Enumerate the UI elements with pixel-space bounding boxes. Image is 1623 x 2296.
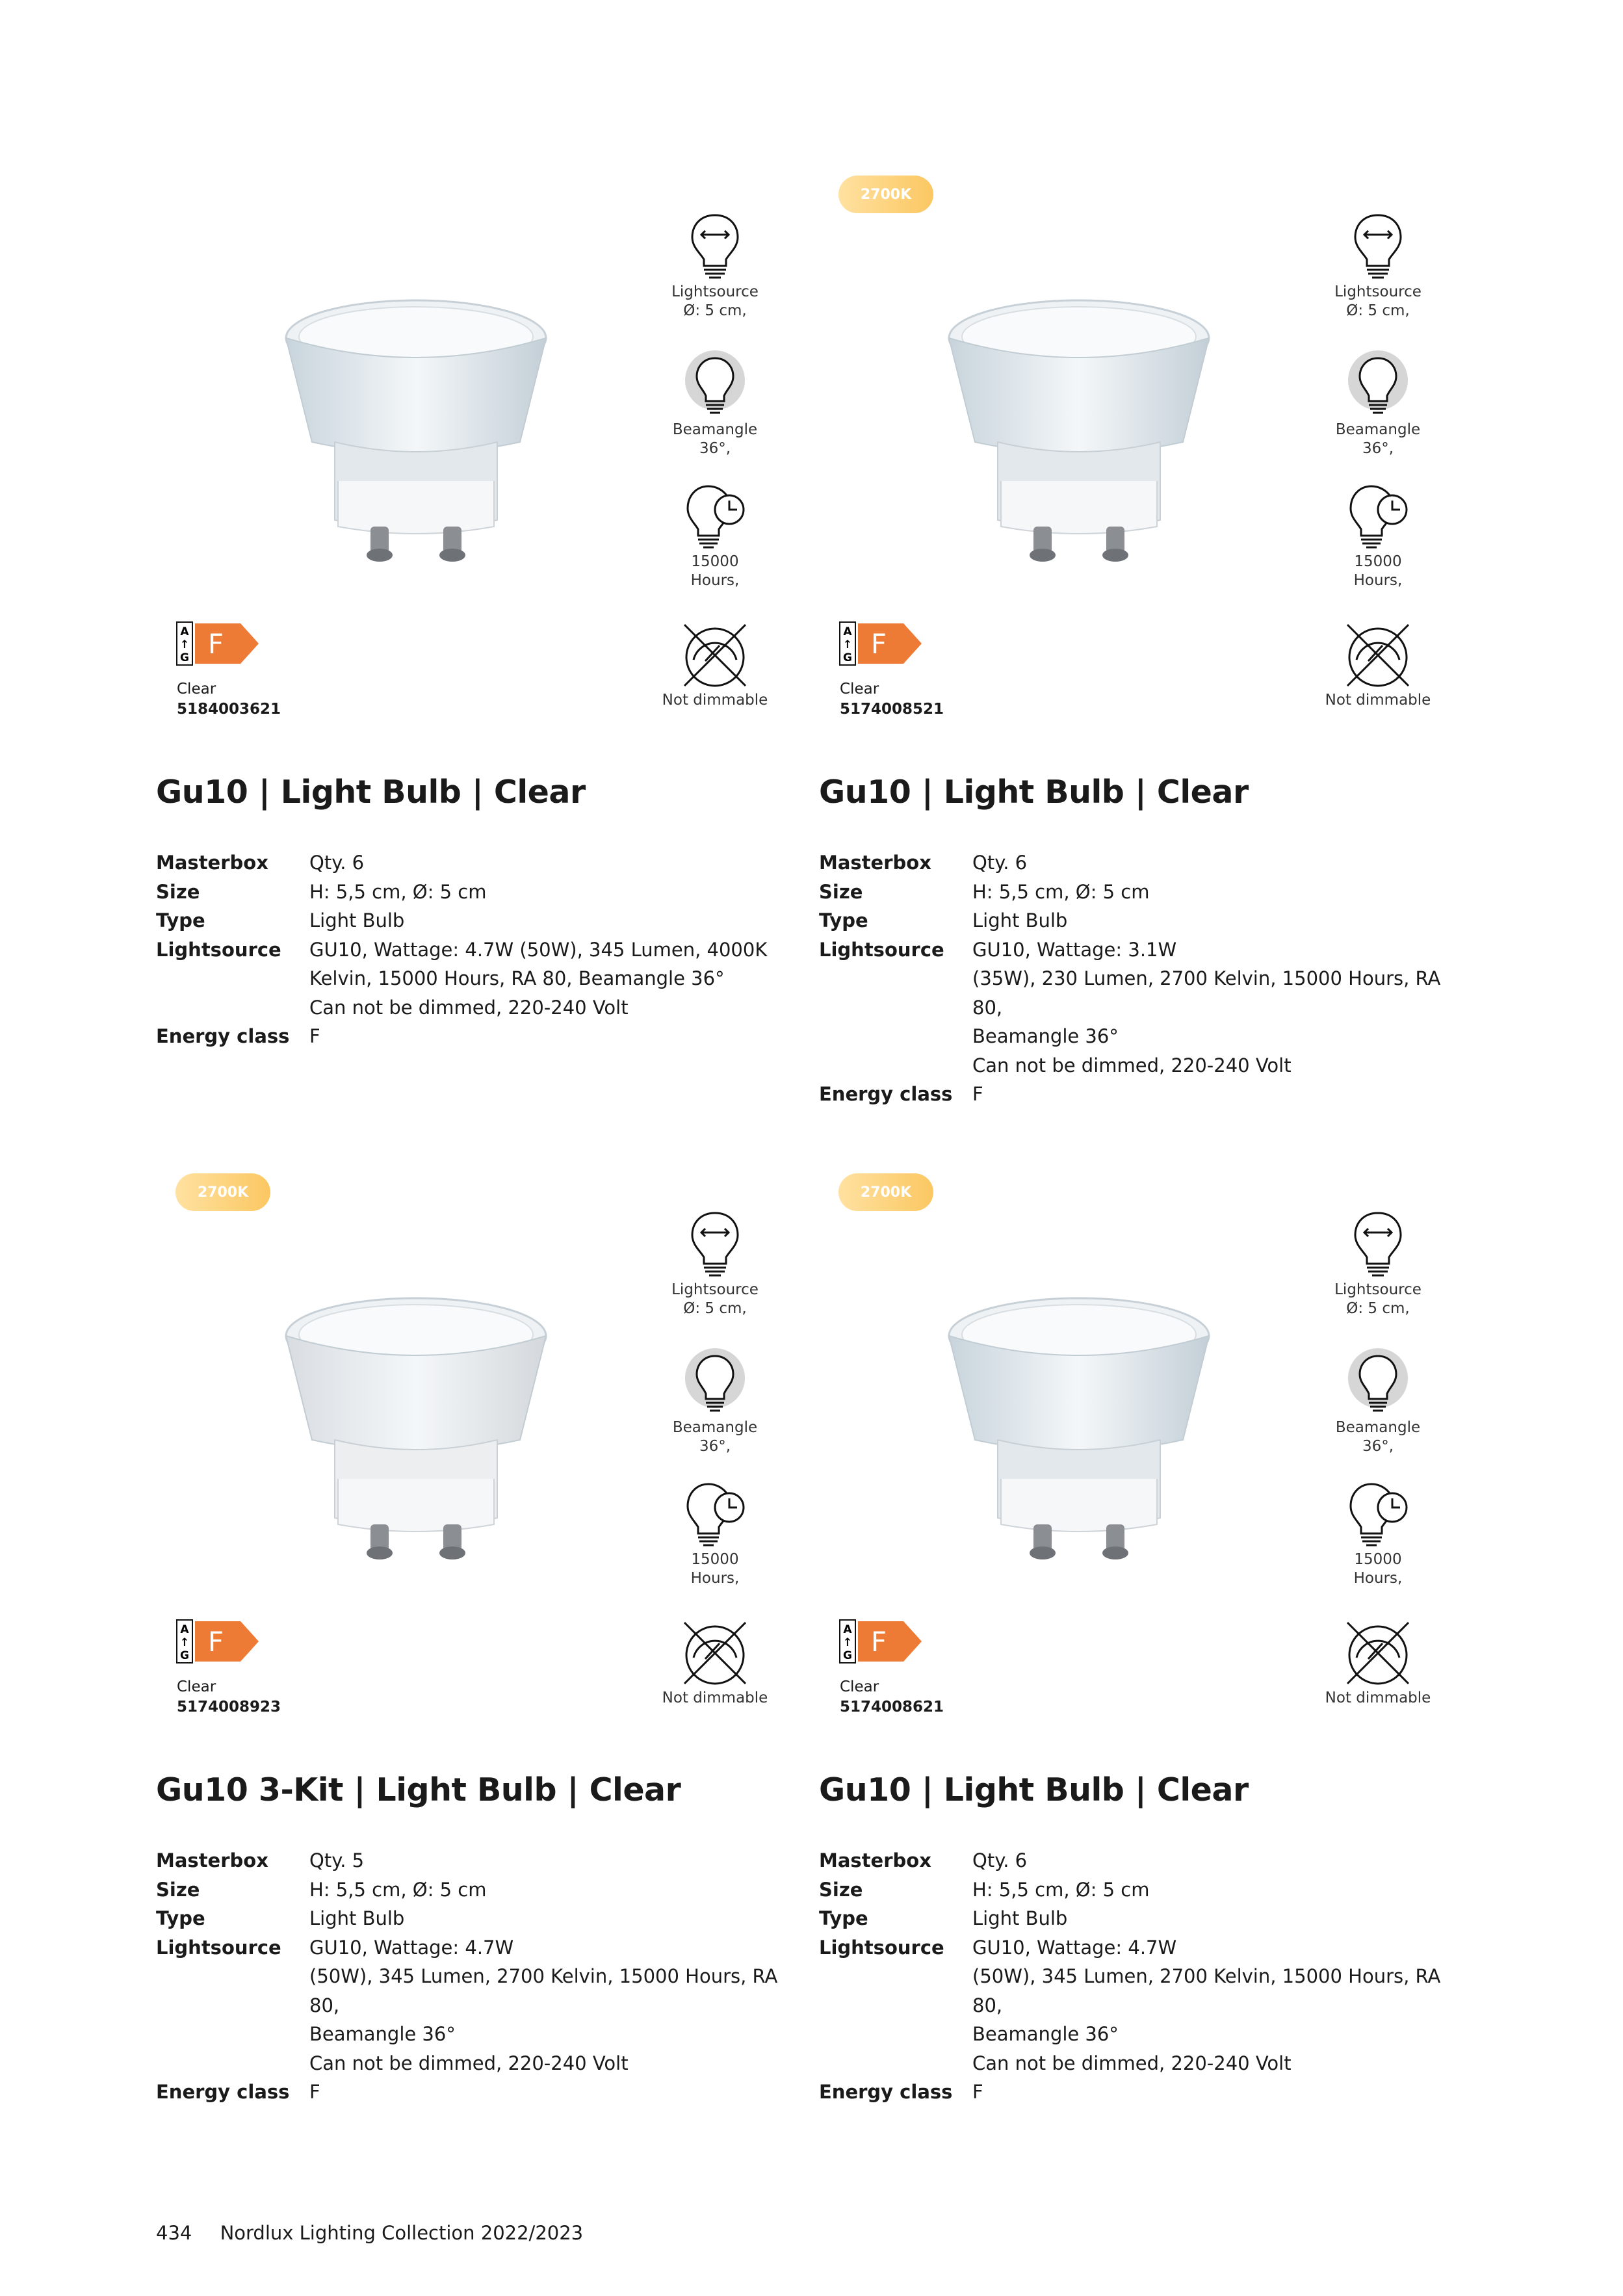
spec-key: Masterbox (156, 1849, 268, 1872)
spec-row (819, 1080, 1469, 1109)
energy-label-icon (175, 621, 260, 666)
dim-label: Not dimmable (662, 692, 768, 709)
spec-table (156, 1846, 806, 2107)
product-image (936, 1284, 1222, 1583)
not-dimmable-icon (1313, 1617, 1443, 1689)
spec-value: H: 5,5 cm, Ø: 5 cm (972, 1878, 1150, 1901)
product-image (273, 1284, 559, 1583)
svg-text:G: G (843, 1649, 852, 1662)
finish-label: Clear (177, 681, 216, 698)
spec-key: Energy class (156, 2081, 290, 2103)
svg-text:A: A (180, 1623, 189, 1636)
dim-label: Not dimmable (1325, 1689, 1431, 1706)
svg-text:G: G (843, 651, 852, 664)
lightsource-diameter-spec (650, 211, 780, 320)
spec-row (819, 1933, 1469, 2078)
spec-row (156, 1933, 806, 2078)
hours-label: 15000 Hours, (690, 553, 740, 589)
lifetime-spec (1313, 481, 1443, 590)
beam-label: Beamangle 36°, (1335, 1419, 1421, 1455)
dimmable-spec (650, 1617, 780, 1708)
spec-key: Lightsource (156, 1936, 281, 1959)
spec-row (819, 1846, 1469, 1875)
spec-row (156, 1875, 806, 1905)
spec-key: Size (819, 880, 863, 903)
spec-key: Masterbox (819, 1849, 931, 1872)
beamangle-spec (650, 349, 780, 458)
spec-value: H: 5,5 cm, Ø: 5 cm (309, 880, 487, 903)
spec-key: Type (819, 1907, 868, 1929)
color-temperature-badge: 2700K (838, 1173, 933, 1211)
spec-row (819, 848, 1469, 878)
energy-class-letter: F (207, 628, 224, 660)
energy-class-letter: F (207, 1626, 224, 1658)
beam-label: Beamangle 36°, (1335, 421, 1421, 457)
product-card (156, 1167, 819, 2103)
product-meta (177, 1677, 281, 1717)
svg-text:↑: ↑ (179, 638, 190, 651)
sku-number: 5174008521 (840, 701, 944, 718)
spec-value: GU10, Wattage: 3.1W (35W), 230 Lumen, 2700 Kelvin, 15000 Hours, RA 80, Beamangle 36° Can not be dimmed, 220-240 Volt (972, 938, 1441, 1076)
sku-number: 5184003621 (177, 701, 281, 718)
spec-row (819, 935, 1469, 1080)
diameter-label: Lightsource Ø: 5 cm, (1334, 283, 1422, 319)
spec-row (156, 935, 806, 1023)
lightsource-diameter-spec (1313, 1209, 1443, 1318)
finish-label: Clear (840, 1678, 879, 1695)
spec-row (819, 2078, 1469, 2107)
product-card (156, 169, 819, 1066)
lifetime-hours-icon (650, 1479, 780, 1550)
beamangle-spec (1313, 1347, 1443, 1456)
page-footer (156, 2222, 605, 2244)
spec-value: Qty. 6 (972, 1849, 1028, 1872)
svg-text:G: G (180, 651, 189, 664)
not-dimmable-icon (650, 620, 780, 691)
color-temperature-badge: 2700K (838, 176, 933, 213)
energy-class-letter: F (870, 628, 887, 660)
spec-key: Masterbox (819, 852, 931, 874)
spec-table (156, 848, 806, 1051)
energy-label-icon (175, 1619, 260, 1664)
spec-row (156, 848, 806, 878)
spec-row (156, 878, 806, 907)
spec-key: Energy class (156, 1025, 290, 1047)
spec-row (819, 906, 1469, 935)
dim-label: Not dimmable (662, 1689, 768, 1706)
svg-text:↑: ↑ (842, 638, 853, 651)
sku-number: 5174008923 (177, 1699, 281, 1715)
spec-value: F (972, 2081, 983, 2103)
spec-table (819, 1846, 1469, 2107)
spec-key: Size (819, 1878, 863, 1901)
beamangle-spec (650, 1347, 780, 1456)
spec-value: Light Bulb (309, 1907, 405, 1929)
lifetime-spec (650, 481, 780, 590)
spec-row (819, 1904, 1469, 1933)
spec-value: GU10, Wattage: 4.7W (50W), 345 Lumen, 4000K Kelvin, 15000 Hours, RA 80, Beamangle 36° Can not be dimmed, 220-240 Volt (309, 938, 768, 1019)
spec-key: Size (156, 1878, 200, 1901)
diameter-label: Lightsource Ø: 5 cm, (671, 1281, 759, 1317)
spec-value: Qty. 6 (309, 852, 365, 874)
product-title: Gu10 | Light Bulb | Clear (819, 774, 1249, 811)
spec-value: Light Bulb (972, 909, 1068, 932)
svg-text:↑: ↑ (179, 1636, 190, 1649)
product-card (819, 169, 1482, 1105)
product-image (273, 286, 559, 585)
svg-text:A: A (843, 1623, 852, 1636)
spec-key: Type (156, 909, 205, 932)
bulb-diameter-icon (1313, 1209, 1443, 1281)
spec-value: H: 5,5 cm, Ø: 5 cm (309, 1878, 487, 1901)
hours-label: 15000 Hours, (690, 1551, 740, 1587)
spec-value: Light Bulb (972, 1907, 1068, 1929)
beam-angle-icon (1313, 349, 1443, 421)
energy-label-icon (838, 1619, 923, 1664)
spec-row (156, 1846, 806, 1875)
not-dimmable-icon (650, 1617, 780, 1689)
spec-value: Light Bulb (309, 909, 405, 932)
product-meta (840, 1677, 944, 1717)
finish-label: Clear (840, 681, 879, 698)
color-temperature-badge: 2700K (175, 1173, 270, 1211)
lifetime-spec (1313, 1479, 1443, 1588)
spec-row (819, 878, 1469, 907)
finish-label: Clear (177, 1678, 216, 1695)
beam-angle-icon (650, 349, 780, 421)
lifetime-hours-icon (650, 481, 780, 553)
spec-row (156, 2078, 806, 2107)
product-meta (177, 679, 281, 720)
svg-text:A: A (843, 625, 852, 638)
spec-row (156, 1022, 806, 1051)
diameter-label: Lightsource Ø: 5 cm, (671, 283, 759, 319)
not-dimmable-icon (1313, 620, 1443, 691)
lightsource-diameter-spec (650, 1209, 780, 1318)
spec-value: Qty. 5 (309, 1849, 365, 1872)
spec-table (819, 848, 1469, 1109)
bulb-diameter-icon (650, 1209, 780, 1281)
spec-row (156, 906, 806, 935)
hours-label: 15000 Hours, (1353, 553, 1403, 589)
spec-value: F (309, 2081, 320, 2103)
page-number: 434 (156, 2222, 192, 2244)
spec-key: Type (156, 1907, 205, 1929)
spec-row (156, 1904, 806, 1933)
spec-key: Masterbox (156, 852, 268, 874)
spec-value: Qty. 6 (972, 852, 1028, 874)
bulb-diameter-icon (1313, 211, 1443, 283)
spec-value: H: 5,5 cm, Ø: 5 cm (972, 880, 1150, 903)
product-title: Gu10 3-Kit | Light Bulb | Clear (156, 1771, 681, 1808)
dimmable-spec (1313, 1617, 1443, 1708)
beam-label: Beamangle 36°, (672, 1419, 758, 1455)
product-title: Gu10 | Light Bulb | Clear (156, 774, 586, 811)
dimmable-spec (1313, 620, 1443, 710)
product-card (819, 1167, 1482, 2103)
lifetime-hours-icon (1313, 481, 1443, 553)
svg-text:G: G (180, 1649, 189, 1662)
spec-row (819, 1875, 1469, 1905)
spec-key: Type (819, 909, 868, 932)
beamangle-spec (1313, 349, 1443, 458)
lightsource-diameter-spec (1313, 211, 1443, 320)
spec-value: GU10, Wattage: 4.7W (50W), 345 Lumen, 2700 Kelvin, 15000 Hours, RA 80, Beamangle 36° Can not be dimmed, 220-240 Volt (972, 1936, 1441, 2074)
beam-angle-icon (1313, 1347, 1443, 1418)
bulb-diameter-icon (650, 211, 780, 283)
spec-value: GU10, Wattage: 4.7W (50W), 345 Lumen, 2700 Kelvin, 15000 Hours, RA 80, Beamangle 36° Can not be dimmed, 220-240 Volt (309, 1936, 778, 2074)
lifetime-hours-icon (1313, 1479, 1443, 1550)
spec-key: Lightsource (156, 938, 281, 961)
spec-key: Energy class (819, 1083, 953, 1105)
spec-value: F (309, 1025, 320, 1047)
dimmable-spec (650, 620, 780, 710)
hours-label: 15000 Hours, (1353, 1551, 1403, 1587)
svg-text:A: A (180, 625, 189, 638)
diameter-label: Lightsource Ø: 5 cm, (1334, 1281, 1422, 1317)
dim-label: Not dimmable (1325, 692, 1431, 709)
lifetime-spec (650, 1479, 780, 1588)
beam-angle-icon (650, 1347, 780, 1418)
product-meta (840, 679, 944, 720)
sku-number: 5174008621 (840, 1699, 944, 1715)
spec-key: Lightsource (819, 938, 944, 961)
spec-key: Size (156, 880, 200, 903)
spec-key: Energy class (819, 2081, 953, 2103)
svg-text:↑: ↑ (842, 1636, 853, 1649)
beam-label: Beamangle 36°, (672, 421, 758, 457)
product-image (936, 286, 1222, 585)
spec-key: Lightsource (819, 1936, 944, 1959)
energy-label-icon (838, 621, 923, 666)
product-title: Gu10 | Light Bulb | Clear (819, 1771, 1249, 1808)
spec-value: F (972, 1083, 983, 1105)
energy-class-letter: F (870, 1626, 887, 1658)
collection-name: Nordlux Lighting Collection 2022/2023 (220, 2222, 584, 2244)
